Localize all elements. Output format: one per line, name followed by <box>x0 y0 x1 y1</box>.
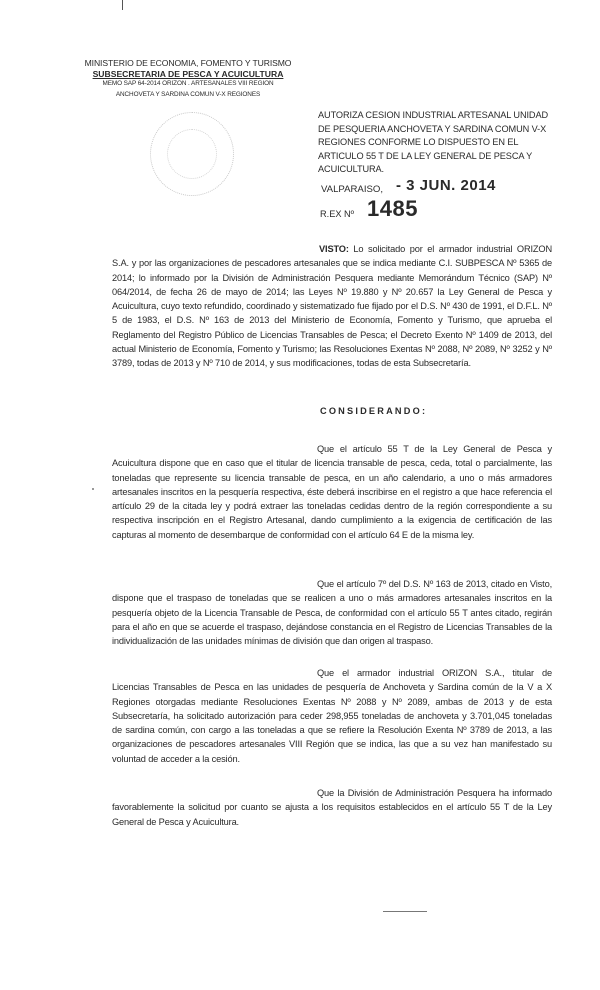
reference-line: ANCHOVETA Y SARDINA COMUN V-X REGIONES <box>115 90 261 98</box>
considerando-paragraph: Que la División de Administración Pesquera ha informado favorablemente la solicitud por cuanto se ajusta a los requisitos establecidos en el artículo 55 T de la Ley General de Pesca y Acuicultura. <box>112 788 552 827</box>
scan-speck <box>92 488 94 490</box>
considerando-paragraph: Que el artículo 7º del D.S. Nº 163 de 2013, citado en Visto, dispone que el traspaso de toneladas que se realicen a uno o más armadores artesanales inscritos en la pesquería objeto de la Licencia Transable de Pesca, de conformidad con el artículo 55 T antes citado, regirán para el año en que se acuerde el traspaso, dejándose constancia en el Registro de Licencias Transables de la individualización de las unidades mínimas de división que dan origen al traspaso. <box>112 579 552 647</box>
scan-edge-mark <box>122 0 123 10</box>
rex-label: R.EX Nº <box>320 209 354 219</box>
considerando-paragraph: Que el artículo 55 T de la Ley General de Pesca y Acuicultura dispone que en caso que el titular de licencia transable de pesca, ceda, total o parcialmente, las toneladas que represente su licencia transable de pesca, en un año calendario, a uno o más armadores artesanales inscritos en la pesquería respectiva, éste deberá inscribirse en el registro a que hace referencia el artículo 29 de la citada ley y podrá extraer las toneladas cedidas dentro de la región correspondiente a su respectiva inscripción en el Registro Artesanal, dando cumplimiento a la exigencia de certificación de las capturas al momento de desembarque de conformidad con el artículo 64 E de la misma ley. <box>112 444 552 540</box>
date-stamp: - 3 JUN. 2014 <box>396 177 496 194</box>
visto-label: VISTO: <box>319 244 349 254</box>
resolution-title: AUTORIZA CESION INDUSTRIAL ARTESANAL UNIDAD DE PESQUERIA ANCHOVETA Y SARDINA COMUN V-X REGIONES CONFORME LO DISPUESTO EN EL ARTICULO 55 T DE LA LEY GENERAL DE PESCA Y ACUICULTURA. <box>318 110 549 175</box>
reference-line: MEMO SAP 64-2014 ORIZON . ARTESANALES VIII REGION <box>102 80 274 87</box>
place-label: VALPARAISO, <box>321 184 384 195</box>
rex-number: 1485 <box>367 196 418 221</box>
seal-inner-ring <box>167 129 217 179</box>
considerando-paragraph: Que el armador industrial ORIZON S.A., titular de Licencias Transables de Pesca en las unidades de pesquería de Anchoveta y Sardina común de la V a X Regiones otorgadas mediante Resoluciones Exentas Nº 2088 y Nº 2089, ambas de 2013 y de esta Subsecretaría, ha solicitado autorización para ceder 298,955 toneladas de anchoveta y 3.701,045 toneladas de sardina común, con cargo a las toneladas a que se refiere la Resolución Exenta Nº 3789 de 2013, a las organizaciones de pescadores artesanales VIII Región que se indica, las que a su vez han manifestado su voluntad de acceder a la cesión. <box>112 668 552 764</box>
considerando-heading: CONSIDERANDO: <box>320 406 428 416</box>
letterhead <box>78 58 298 100</box>
ministry-name: MINISTERIO DE ECONOMIA, FOMENTO Y TURISMO <box>84 58 292 68</box>
signature-line <box>383 911 427 912</box>
visto-text: Lo solicitado por el armador industrial ORIZON S.A. y por las organizaciones de pescadores artesanales que se indica mediante C.I. SUBPESCA Nº 5365 de 2014; lo informado por la División de Administración Pesquera mediante Memorándum Técnico (SAP) Nº 064/2014, de fecha 26 de mayo de 2014; las Leyes Nº 19.880 y Nº 20.657 la Ley General de Pesca y Acuicultura, cuyo texto refundido, coordinado y sistematizado fue fijado por el D.S. Nº 430 de 1991, el D.F.L. Nº 5 de 1983, el D.S. Nº 163 de 2013 del Ministerio de Economía, Fomento y Turismo, que aprueba el Reglamento del Registro Público de Licencias Transables de Pesca; el Decreto Exento Nº 1409 de 2013, del actual Ministerio de Economía, Fomento y Turismo; las Resoluciones Exentas Nº 2088, Nº 2089, Nº 3252 y Nº 3789, todas de 2013 y Nº 710 de 2014, y sus modificaciones, todas de esta Subsecretaría. <box>112 244 552 369</box>
faint-official-seal-icon <box>150 112 234 196</box>
subsecretaria-name: SUBSECRETARIA DE PESCA Y ACUICULTURA <box>92 68 284 79</box>
visto-paragraph <box>112 242 552 371</box>
